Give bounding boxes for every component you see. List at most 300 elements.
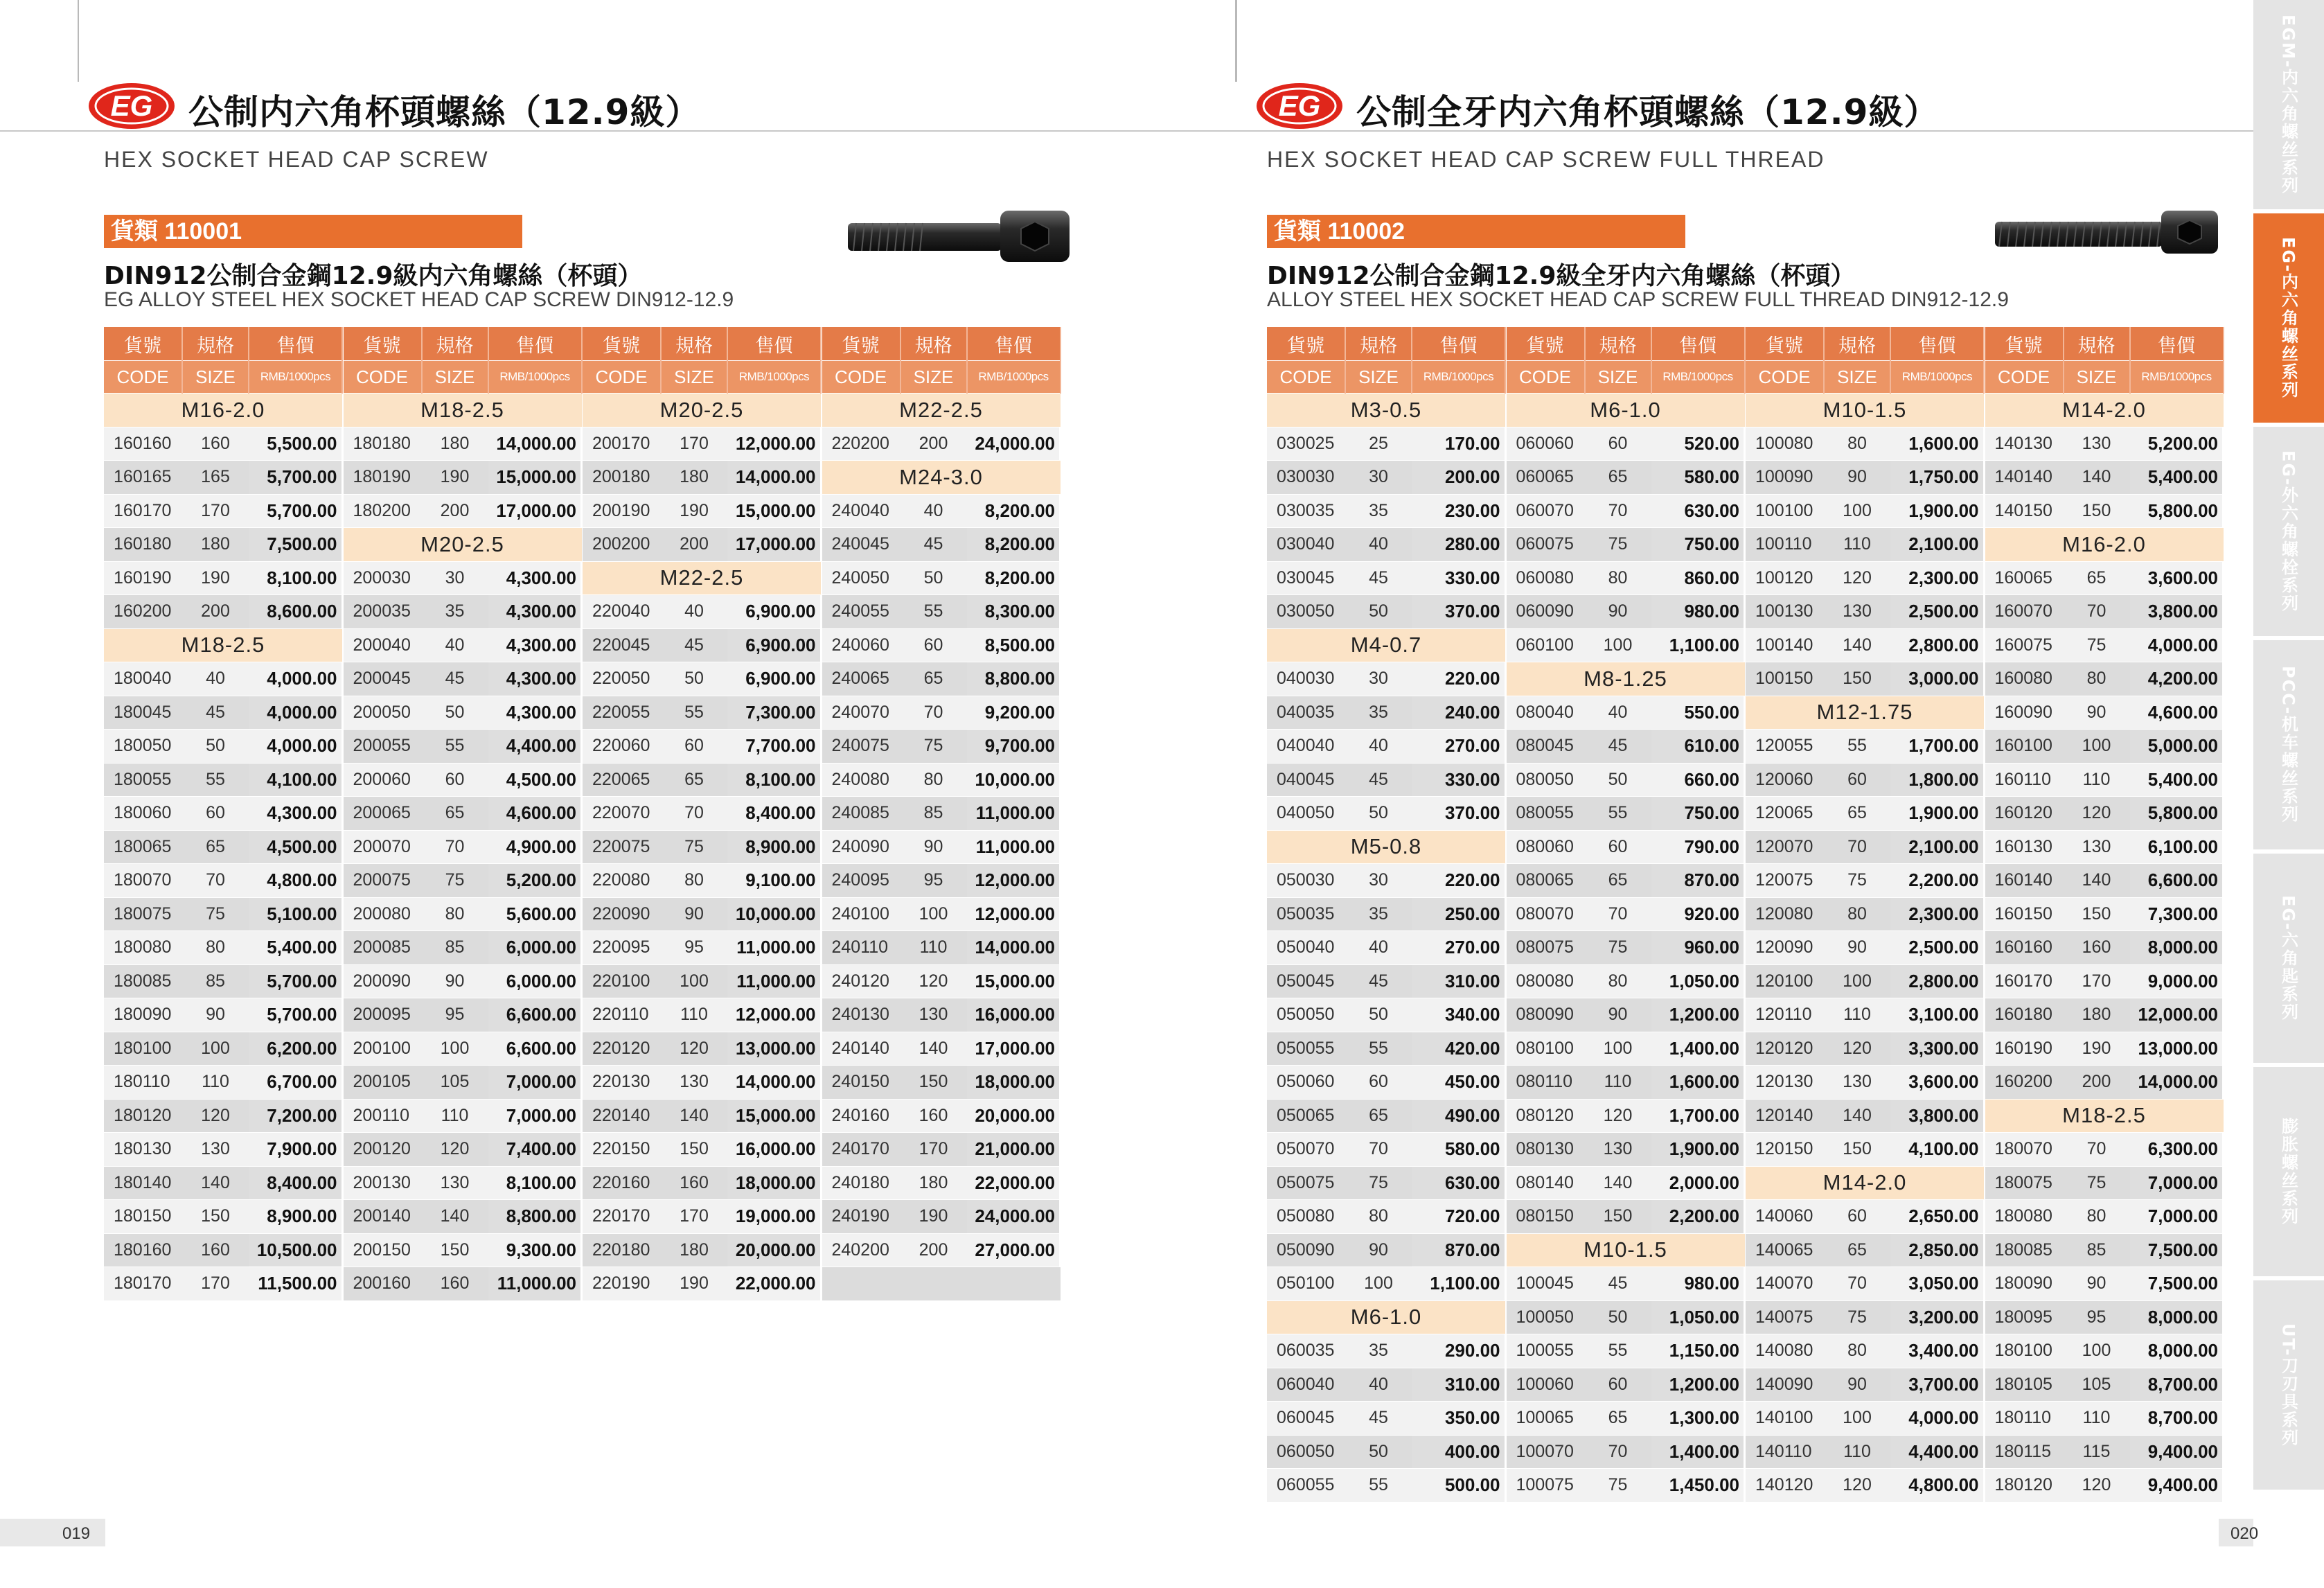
size-cell: 160 xyxy=(182,1233,249,1267)
code-cell: 200040 xyxy=(344,628,422,662)
price-cell: 5,800.00 xyxy=(2130,797,2224,831)
thread-size-label: M20-2.5 xyxy=(344,528,582,562)
size-cell: 130 xyxy=(1585,1133,1651,1167)
category-sidebar xyxy=(2253,0,2324,1490)
code-cell: 180085 xyxy=(104,964,182,998)
code-cell: 240190 xyxy=(822,1200,901,1234)
table-row xyxy=(1985,1233,2224,1267)
eg-logo xyxy=(1256,82,1343,130)
code-cell: 040045 xyxy=(1267,763,1345,797)
size-cell: 45 xyxy=(1345,1402,1412,1436)
price-cell: 310.00 xyxy=(1412,1368,1505,1402)
price-cell: 7,500.00 xyxy=(249,528,342,562)
code-cell: 200075 xyxy=(344,864,422,898)
size-section-row xyxy=(583,561,821,595)
table-row xyxy=(1507,1300,1745,1334)
size-cell: 150 xyxy=(661,1133,727,1167)
price-cell: 2,650.00 xyxy=(1890,1200,1984,1234)
full-thread-screw-image xyxy=(1994,208,2222,256)
sidebar-tab[interactable] xyxy=(2253,1067,2324,1276)
price-cell: 24,000.00 xyxy=(967,1200,1061,1234)
code-cell: 050040 xyxy=(1267,931,1345,965)
size-cell: 75 xyxy=(2064,1166,2130,1200)
table-row xyxy=(822,763,1061,797)
price-cell: 19,000.00 xyxy=(727,1200,821,1234)
table-row xyxy=(1746,1233,1984,1267)
price-cell: 8,900.00 xyxy=(249,1200,342,1234)
table-row xyxy=(1507,864,1745,898)
size-section-row xyxy=(1985,394,2224,427)
size-cell: 150 xyxy=(2064,494,2130,528)
price-cell: 3,050.00 xyxy=(1890,1267,1984,1301)
price-cell: 1,700.00 xyxy=(1651,1099,1745,1133)
thread-size-label: M16-2.0 xyxy=(104,394,342,427)
price-cell: 20,000.00 xyxy=(967,1099,1061,1133)
code-cell: 140150 xyxy=(1985,494,2064,528)
code-cell: 240090 xyxy=(822,830,901,864)
price-cell: 870.00 xyxy=(1651,864,1745,898)
price-cell: 4,500.00 xyxy=(249,830,342,864)
table-row xyxy=(104,595,342,629)
size-cell: 45 xyxy=(1585,1267,1651,1301)
code-cell: 180065 xyxy=(104,830,182,864)
table-row xyxy=(583,528,821,562)
price-table xyxy=(344,327,583,1301)
table-row xyxy=(344,628,582,662)
thread-size-label: M8-1.25 xyxy=(1507,662,1745,696)
size-cell: 80 xyxy=(1824,427,1890,461)
price-cell: 1,100.00 xyxy=(1412,1267,1505,1301)
size-cell: 60 xyxy=(1585,1368,1651,1402)
price-cell: 4,300.00 xyxy=(488,628,582,662)
price-cell: 490.00 xyxy=(1412,1099,1505,1133)
logo-text: EG xyxy=(1278,89,1321,122)
price-cell: 2,100.00 xyxy=(1890,528,1984,562)
size-cell: 60 xyxy=(1585,427,1651,461)
price-cell: 6,300.00 xyxy=(2130,1133,2224,1167)
size-cell: 50 xyxy=(901,561,967,595)
table-row xyxy=(1746,1133,1984,1167)
size-cell: 60 xyxy=(1824,763,1890,797)
price-cell: 6,000.00 xyxy=(488,964,582,998)
table-row xyxy=(1985,998,2224,1032)
price-cell: 10,000.00 xyxy=(727,897,821,931)
price-cell: 3,800.00 xyxy=(2130,595,2224,629)
size-cell: 130 xyxy=(2064,427,2130,461)
product-title-en: ALLOY STEEL HEX SOCKET HEAD CAP SCREW FULL THREAD DIN912-12.9 xyxy=(1267,288,2009,311)
code-cell: 220150 xyxy=(583,1133,661,1167)
table-row xyxy=(1267,461,1505,495)
price-cell: 12,000.00 xyxy=(967,864,1061,898)
price-cell: 4,800.00 xyxy=(1890,1469,1984,1503)
table-row xyxy=(1267,1334,1505,1368)
price-table xyxy=(583,327,822,1301)
code-cell: 180075 xyxy=(1985,1166,2064,1200)
sidebar-tab[interactable] xyxy=(2253,640,2324,849)
code-cell: 140065 xyxy=(1746,1233,1824,1267)
price-cell: 2,000.00 xyxy=(1651,1166,1745,1200)
size-cell: 40 xyxy=(1345,730,1412,764)
table-row xyxy=(104,830,342,864)
price-cell: 1,750.00 xyxy=(1890,461,1984,495)
header-size-zh: 規格 xyxy=(661,327,727,361)
price-cell: 3,600.00 xyxy=(2130,561,2224,595)
header-price-zh: 售價 xyxy=(727,327,821,361)
code-cell: 050030 xyxy=(1267,864,1345,898)
price-cell: 4,400.00 xyxy=(1890,1435,1984,1469)
code-cell: 060060 xyxy=(1507,427,1585,461)
code-cell: 080110 xyxy=(1507,1066,1585,1100)
price-cell: 1,200.00 xyxy=(1651,998,1745,1032)
code-cell: 120130 xyxy=(1746,1066,1824,1100)
size-cell: 100 xyxy=(661,964,727,998)
header-price-unit: RMB/1000pcs xyxy=(1651,361,1745,394)
price-cell: 200.00 xyxy=(1412,461,1505,495)
code-cell: 200180 xyxy=(583,461,661,495)
code-cell: 080100 xyxy=(1507,1032,1585,1066)
price-cell: 5,400.00 xyxy=(2130,461,2224,495)
size-cell: 65 xyxy=(422,797,488,831)
table-row xyxy=(1507,998,1745,1032)
table-row xyxy=(1267,528,1505,562)
price-cell: 5,800.00 xyxy=(2130,494,2224,528)
size-cell: 200 xyxy=(901,1233,967,1267)
size-cell: 65 xyxy=(661,763,727,797)
table-row xyxy=(1985,1066,2224,1100)
price-cell: 15,000.00 xyxy=(727,494,821,528)
price-cell: 11,000.00 xyxy=(967,797,1061,831)
code-cell: 180100 xyxy=(1985,1334,2064,1368)
price-cell: 550.00 xyxy=(1651,696,1745,730)
price-cell: 980.00 xyxy=(1651,595,1745,629)
price-cell: 170.00 xyxy=(1412,427,1505,461)
sidebar-tab-label: EG-六角匙系列 xyxy=(2278,894,2298,1022)
size-cell: 200 xyxy=(661,528,727,562)
table-row xyxy=(583,864,821,898)
size-cell: 30 xyxy=(1345,864,1412,898)
table-row xyxy=(1985,461,2224,495)
price-cell: 7,000.00 xyxy=(488,1099,582,1133)
table-row xyxy=(1746,1435,1984,1469)
table-row xyxy=(1267,1066,1505,1100)
size-cell: 100 xyxy=(2064,1334,2130,1368)
size-cell: 160 xyxy=(2064,931,2130,965)
table-row xyxy=(1985,561,2224,595)
table-row xyxy=(1507,427,1745,461)
table-row xyxy=(1267,1402,1505,1436)
code-cell: 060080 xyxy=(1507,561,1585,595)
table-row xyxy=(1985,1435,2224,1469)
size-cell: 40 xyxy=(1585,696,1651,730)
table-row xyxy=(1985,897,2224,931)
price-cell: 920.00 xyxy=(1651,897,1745,931)
table-row xyxy=(1985,864,2224,898)
code-cell: 220040 xyxy=(583,595,661,629)
table-row xyxy=(583,1200,821,1234)
sidebar-tab-label: PCC-机车螺丝系列 xyxy=(2278,666,2298,824)
size-cell: 110 xyxy=(182,1066,249,1100)
price-cell: 5,200.00 xyxy=(488,864,582,898)
header-price-zh: 售價 xyxy=(1412,327,1505,361)
code-cell: 220095 xyxy=(583,931,661,965)
price-cell: 1,600.00 xyxy=(1651,1066,1745,1100)
table-row xyxy=(1985,662,2224,696)
price-cell: 2,100.00 xyxy=(1890,830,1984,864)
page-title: 公制内六角杯頭螺絲（12.9級） xyxy=(188,92,701,132)
thread-size-label: M5-0.8 xyxy=(1267,830,1505,864)
size-cell: 130 xyxy=(1824,1066,1890,1100)
size-cell: 80 xyxy=(2064,1200,2130,1234)
table-row xyxy=(104,931,342,965)
table-row xyxy=(583,595,821,629)
code-cell: 220140 xyxy=(583,1099,661,1133)
sidebar-tab-label: 膨胀螺丝系列 xyxy=(2278,1118,2298,1226)
table-row xyxy=(583,797,821,831)
size-cell: 60 xyxy=(182,797,249,831)
header-price-zh: 售價 xyxy=(249,327,342,361)
table-row xyxy=(1267,1435,1505,1469)
price-cell: 330.00 xyxy=(1412,763,1505,797)
price-cell: 1,600.00 xyxy=(1890,427,1984,461)
page-number: 020 xyxy=(2230,1524,2259,1543)
thread-size-label: M18-2.5 xyxy=(1985,1099,2224,1133)
code-cell: 120055 xyxy=(1746,730,1824,764)
price-cell: 5,000.00 xyxy=(2130,730,2224,764)
sidebar-tab[interactable] xyxy=(2253,0,2324,209)
price-cell: 3,700.00 xyxy=(1890,1368,1984,1402)
price-cell: 7,200.00 xyxy=(249,1099,342,1133)
thread-size-label: M14-2.0 xyxy=(1746,1166,1984,1200)
price-cell: 1,900.00 xyxy=(1890,797,1984,831)
size-cell: 65 xyxy=(182,830,249,864)
code-cell: 180110 xyxy=(104,1066,182,1100)
code-cell: 100055 xyxy=(1507,1334,1585,1368)
code-cell: 140100 xyxy=(1746,1402,1824,1436)
code-cell: 180130 xyxy=(104,1133,182,1167)
size-cell: 130 xyxy=(422,1166,488,1200)
size-cell: 95 xyxy=(661,931,727,965)
code-cell: 200060 xyxy=(344,763,422,797)
code-cell: 180170 xyxy=(104,1267,182,1301)
price-cell: 9,200.00 xyxy=(967,696,1061,730)
table-row xyxy=(1267,1200,1505,1234)
thread-size-label: M18-2.5 xyxy=(344,394,582,427)
table-row xyxy=(583,897,821,931)
size-cell: 90 xyxy=(1345,1233,1412,1267)
code-cell: 220170 xyxy=(583,1200,661,1234)
price-cell: 2,850.00 xyxy=(1890,1233,1984,1267)
size-cell: 200 xyxy=(2064,1066,2130,1100)
size-cell: 50 xyxy=(1345,998,1412,1032)
code-cell: 200035 xyxy=(344,595,422,629)
price-cell: 9,400.00 xyxy=(2130,1469,2224,1503)
size-cell: 80 xyxy=(661,864,727,898)
price-cell: 420.00 xyxy=(1412,1032,1505,1066)
price-cell: 1,100.00 xyxy=(1651,628,1745,662)
code-cell: 240170 xyxy=(822,1133,901,1167)
code-cell: 240110 xyxy=(822,931,901,965)
price-cell: 860.00 xyxy=(1651,561,1745,595)
price-cell: 230.00 xyxy=(1412,494,1505,528)
table-row xyxy=(1746,931,1984,965)
right-page xyxy=(1235,0,2324,1588)
table-row xyxy=(1746,1066,1984,1100)
table-row xyxy=(1746,427,1984,461)
product-title: DIN912公制合金鋼12.9級内六角螺絲（杯頭） xyxy=(104,262,643,290)
table-row xyxy=(583,1032,821,1066)
table-row xyxy=(583,1166,821,1200)
code-cell: 180120 xyxy=(104,1099,182,1133)
size-section-row xyxy=(1507,394,1745,427)
code-cell: 240045 xyxy=(822,528,901,562)
size-cell: 75 xyxy=(661,830,727,864)
code-cell: 050075 xyxy=(1267,1166,1345,1200)
price-cell: 400.00 xyxy=(1412,1435,1505,1469)
size-cell: 190 xyxy=(661,1267,727,1301)
size-cell: 140 xyxy=(901,1032,967,1066)
price-cell: 3,000.00 xyxy=(1890,662,1984,696)
size-cell: 45 xyxy=(901,528,967,562)
price-cell: 3,600.00 xyxy=(1890,1066,1984,1100)
table-row xyxy=(1507,1368,1745,1402)
table-row xyxy=(1267,1166,1505,1200)
size-cell: 80 xyxy=(1824,897,1890,931)
table-row xyxy=(104,1267,342,1301)
size-cell: 55 xyxy=(182,763,249,797)
code-cell: 160180 xyxy=(104,528,182,562)
price-cell: 20,000.00 xyxy=(727,1233,821,1267)
price-table xyxy=(104,327,344,1301)
size-cell: 90 xyxy=(1824,461,1890,495)
code-cell: 200200 xyxy=(583,528,661,562)
price-cell: 5,400.00 xyxy=(249,931,342,965)
header-code: CODE xyxy=(583,361,661,394)
code-cell: 220130 xyxy=(583,1066,661,1100)
header-code-zh: 貨號 xyxy=(822,327,901,361)
code-cell: 100070 xyxy=(1507,1435,1585,1469)
code-cell: 140130 xyxy=(1985,427,2064,461)
price-cell: 17,000.00 xyxy=(967,1032,1061,1066)
size-section-row xyxy=(822,394,1061,427)
size-cell: 170 xyxy=(661,1200,727,1234)
price-cell: 370.00 xyxy=(1412,595,1505,629)
size-cell: 130 xyxy=(661,1066,727,1100)
size-cell: 35 xyxy=(422,595,488,629)
table-row xyxy=(104,1233,342,1267)
table-row xyxy=(344,1133,582,1167)
price-cell: 1,450.00 xyxy=(1651,1469,1745,1503)
code-cell: 120150 xyxy=(1746,1133,1824,1167)
price-cell: 630.00 xyxy=(1412,1166,1505,1200)
size-cell: 65 xyxy=(1824,1233,1890,1267)
code-cell: 050050 xyxy=(1267,998,1345,1032)
table-row xyxy=(1507,528,1745,562)
header-size: SIZE xyxy=(1824,361,1890,394)
size-cell: 50 xyxy=(1345,797,1412,831)
table-row xyxy=(583,1066,821,1100)
code-cell: 220090 xyxy=(583,897,661,931)
price-cell: 8,700.00 xyxy=(2130,1368,2224,1402)
code-cell: 050065 xyxy=(1267,1099,1345,1133)
table-row xyxy=(1267,931,1505,965)
sidebar-tab[interactable] xyxy=(2253,213,2324,423)
price-cell: 8,100.00 xyxy=(727,763,821,797)
table-row xyxy=(1267,595,1505,629)
sidebar-tab[interactable] xyxy=(2253,427,2324,636)
size-cell: 100 xyxy=(422,1032,488,1066)
size-cell: 75 xyxy=(182,897,249,931)
table-row xyxy=(344,1200,582,1234)
size-cell: 60 xyxy=(661,730,727,764)
code-cell: 140140 xyxy=(1985,461,2064,495)
price-cell: 6,000.00 xyxy=(488,931,582,965)
price-cell: 8,400.00 xyxy=(249,1166,342,1200)
size-cell: 50 xyxy=(182,730,249,764)
price-cell: 12,000.00 xyxy=(727,427,821,461)
size-cell: 115 xyxy=(2064,1435,2130,1469)
size-cell: 110 xyxy=(1585,1066,1651,1100)
code-cell: 160110 xyxy=(1985,763,2064,797)
size-section-row xyxy=(1267,1300,1505,1334)
size-cell: 60 xyxy=(1345,1066,1412,1100)
code-cell: 080140 xyxy=(1507,1166,1585,1200)
sidebar-tab[interactable] xyxy=(2253,1280,2324,1490)
size-cell: 190 xyxy=(182,561,249,595)
code-cell: 100140 xyxy=(1746,628,1824,662)
size-cell: 60 xyxy=(901,628,967,662)
size-cell: 70 xyxy=(2064,1133,2130,1167)
code-cell: 140080 xyxy=(1746,1334,1824,1368)
code-cell: 200100 xyxy=(344,1032,422,1066)
size-section-row xyxy=(1267,830,1505,864)
code-cell: 160070 xyxy=(1985,595,2064,629)
cap-screw-image xyxy=(846,208,1075,263)
size-cell: 70 xyxy=(901,696,967,730)
thread-size-label: M22-2.5 xyxy=(822,394,1061,427)
table-row xyxy=(1267,897,1505,931)
table-row xyxy=(344,1233,582,1267)
header-price-zh: 售價 xyxy=(2130,327,2224,361)
code-cell: 220045 xyxy=(583,628,661,662)
size-cell: 50 xyxy=(1345,595,1412,629)
size-cell: 60 xyxy=(1824,1200,1890,1234)
code-cell: 240150 xyxy=(822,1066,901,1100)
size-cell: 120 xyxy=(1824,1032,1890,1066)
code-cell: 030030 xyxy=(1267,461,1345,495)
code-cell: 240040 xyxy=(822,494,901,528)
price-cell: 6,200.00 xyxy=(249,1032,342,1066)
code-cell: 200170 xyxy=(583,427,661,461)
price-cell: 5,500.00 xyxy=(249,427,342,461)
code-cell: 160165 xyxy=(104,461,182,495)
code-cell: 220055 xyxy=(583,696,661,730)
code-cell: 120140 xyxy=(1746,1099,1824,1133)
header-price-unit: RMB/1000pcs xyxy=(488,361,582,394)
table-row xyxy=(1746,897,1984,931)
header-size-zh: 規格 xyxy=(901,327,967,361)
price-cell: 4,600.00 xyxy=(488,797,582,831)
price-cell: 14,000.00 xyxy=(727,1066,821,1100)
table-row xyxy=(822,1099,1061,1133)
table-row xyxy=(1746,1267,1984,1301)
size-cell: 80 xyxy=(182,931,249,965)
table-row xyxy=(583,1233,821,1267)
price-cell: 27,000.00 xyxy=(967,1233,1061,1267)
sidebar-tab[interactable] xyxy=(2253,854,2324,1063)
size-cell: 200 xyxy=(422,494,488,528)
size-cell: 160 xyxy=(422,1267,488,1301)
size-cell: 190 xyxy=(422,461,488,495)
